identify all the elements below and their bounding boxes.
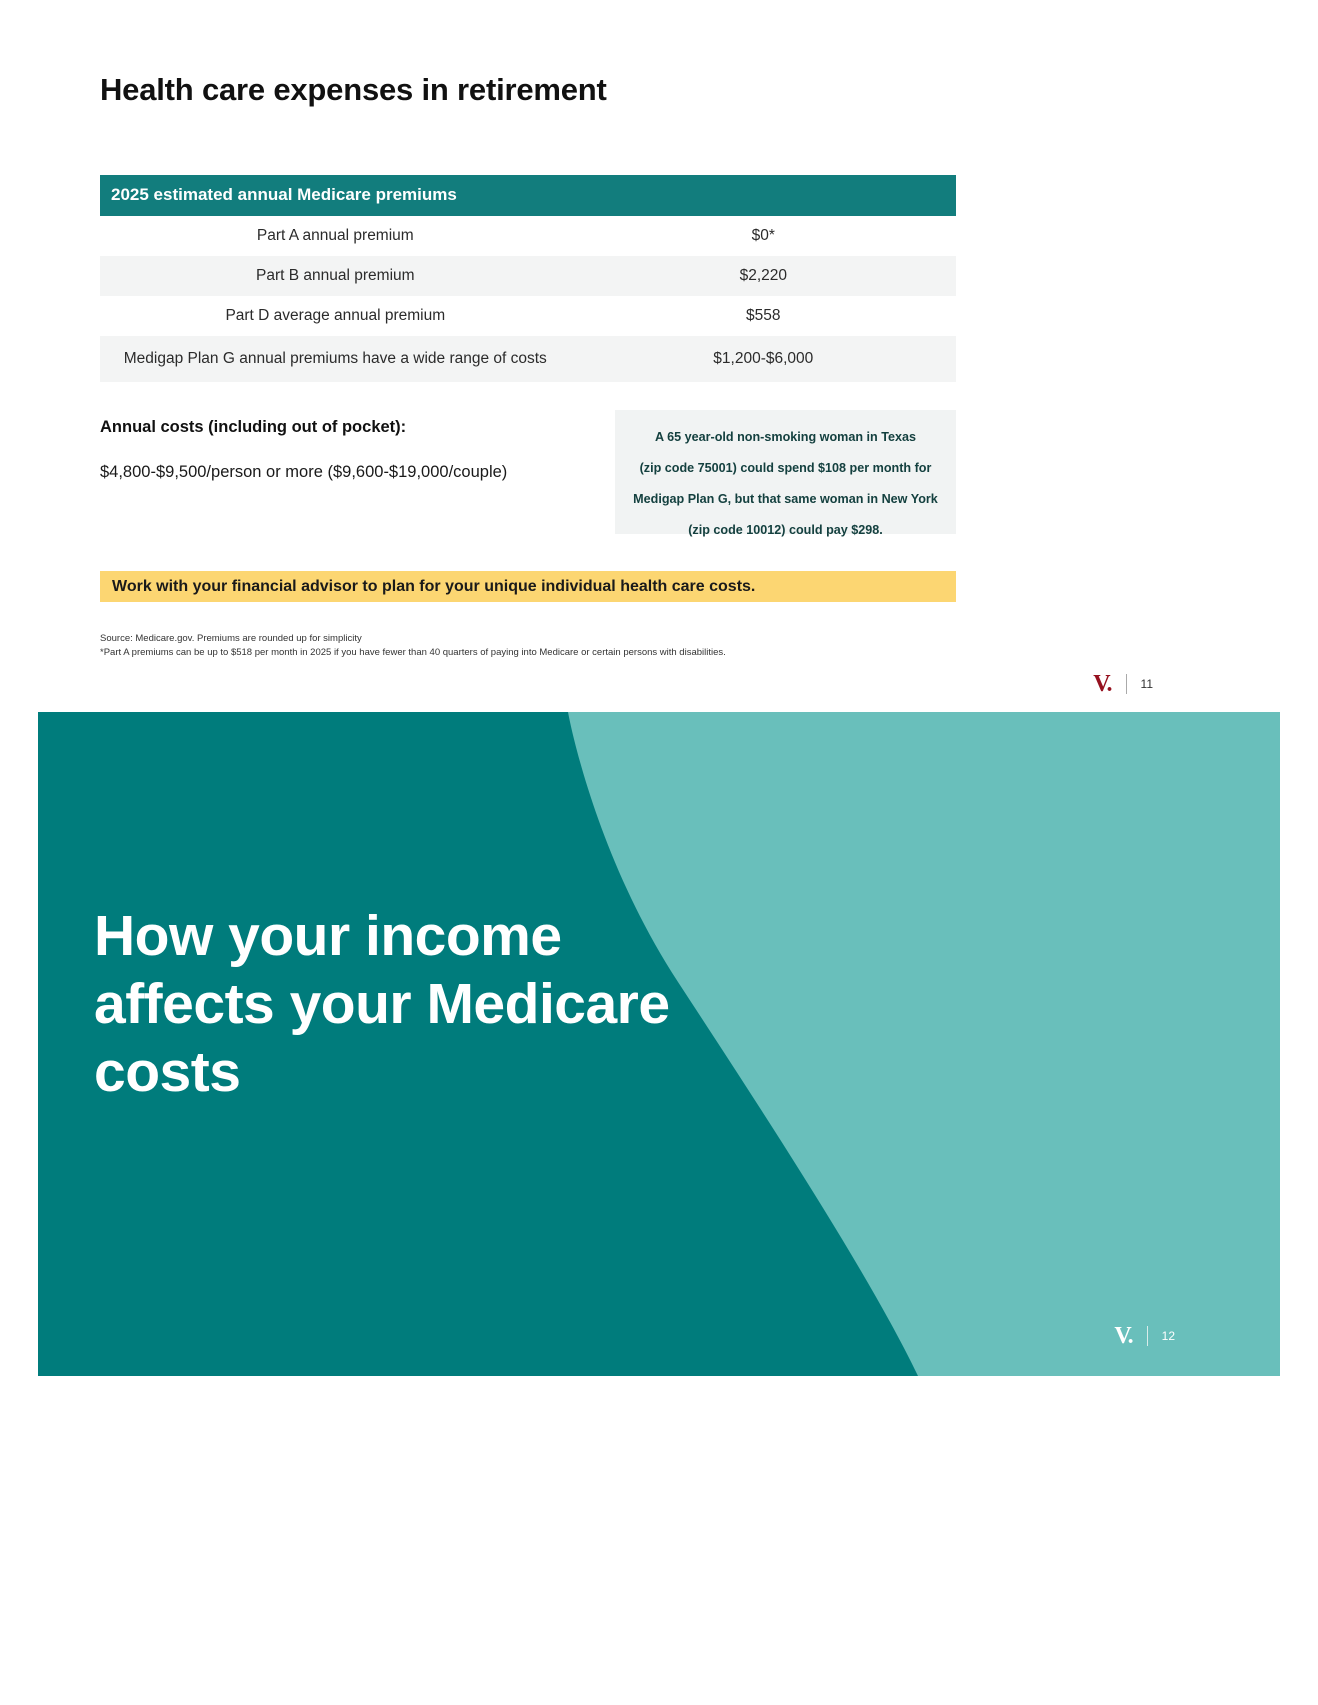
callout-line: Medigap Plan G, but that same woman in New York — [633, 492, 938, 506]
callout-line: (zip code 75001) could spend $108 per month for — [639, 461, 932, 475]
section-title: How your income affects your Medicare costs — [94, 904, 670, 1104]
slide-section-divider — [38, 712, 1280, 1376]
row-value: $0* — [751, 227, 775, 244]
footer-divider — [1147, 1326, 1148, 1346]
annual-costs-heading: Annual costs (including out of pocket): — [100, 418, 407, 436]
slide-health-care-expenses — [0, 0, 1318, 712]
source-line-1: Source: Medicare.gov. Premiums are rounded up for simplicity — [100, 633, 362, 644]
slide-footer — [1093, 672, 1153, 696]
page-number: 12 — [1161, 1329, 1175, 1343]
vanguard-logo-icon: V. — [1093, 671, 1112, 697]
table-row — [100, 256, 956, 296]
row-value: $1,200-$6,000 — [571, 336, 956, 382]
table-header-row — [100, 175, 956, 216]
row-value: $558 — [746, 307, 781, 324]
page-title: Health care expenses in retirement — [100, 72, 607, 107]
table-header-label: 2025 estimated annual Medicare premiums — [100, 175, 956, 216]
advisor-callout-text: Work with your financial advisor to plan for your unique individual health care costs. — [112, 577, 756, 595]
annual-costs-block — [100, 418, 580, 482]
callout-line: A 65 year-old non-smoking woman in Texas — [654, 430, 917, 444]
advisor-callout-banner — [100, 571, 956, 602]
annual-costs-value: $4,800-$9,500/person or more ($9,600-$19,000/couple) — [100, 463, 508, 481]
table-row — [100, 336, 956, 382]
page-number: 11 — [1140, 677, 1153, 691]
row-label: Medigap Plan G annual premiums have a wide range of costs — [100, 336, 571, 382]
row-label: Part A annual premium — [256, 227, 414, 244]
source-line-2: *Part A premiums can be up to $518 per month in 2025 if you have fewer than 40 quarters of paying into Medicare or certain persons with disabilities. — [100, 647, 726, 658]
footer-divider — [1126, 674, 1127, 694]
callout-line: (zip code 10012) could pay $298. — [688, 523, 883, 537]
medicare-premiums-table — [100, 175, 956, 382]
row-label: Part B annual premium — [100, 256, 571, 296]
source-footnote — [100, 632, 980, 660]
table-row — [100, 296, 956, 336]
table-row — [100, 216, 956, 256]
row-value: $2,220 — [571, 256, 956, 296]
example-callout-box — [615, 410, 956, 537]
vanguard-logo-icon: V. — [1114, 1323, 1133, 1349]
slide-footer — [1114, 1324, 1175, 1348]
row-label: Part D average annual premium — [225, 307, 446, 324]
